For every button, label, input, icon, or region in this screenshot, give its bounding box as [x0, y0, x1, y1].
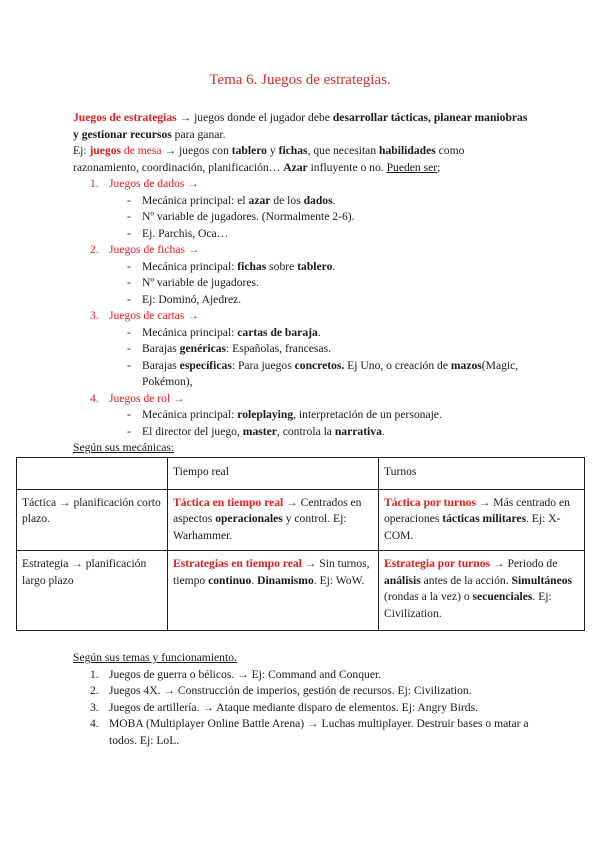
table-row — [17, 551, 585, 631]
detail-text: Ej. Parchis, Oca… — [142, 226, 229, 240]
cards-details — [73, 325, 533, 391]
detail-bold: roleplaying — [237, 408, 294, 421]
table-cell — [379, 551, 585, 631]
cell-text: . — [251, 573, 258, 587]
list-item-text: Juegos 4X. → Construcción de imperios, gestión de recursos. Ej: Civilization. — [109, 684, 472, 697]
detail-text: Barajas — [142, 358, 180, 372]
detail-text: Mecánica principal: el — [142, 193, 249, 207]
dash-bullet: - — [127, 226, 131, 240]
detail-bold: master — [242, 424, 277, 438]
dice-details — [73, 193, 533, 243]
detail-text: : Españolas, francesas. — [226, 342, 331, 355]
example-bold: tablero — [231, 144, 267, 157]
game-types-list — [73, 391, 533, 408]
cell-bold: operacionales — [215, 512, 283, 525]
cell-text: y control. Ej: Warhammer. — [173, 512, 347, 542]
cell-text: . Ej: Civilization. — [384, 590, 552, 620]
list-number: 3. — [90, 700, 99, 714]
table-row — [17, 489, 585, 551]
table-row — [17, 458, 585, 490]
intro-text-1: juegos donde el jugador debe — [194, 111, 333, 124]
intro-arrow: → — [176, 111, 195, 124]
detail-bold: narrativa — [334, 424, 382, 438]
list-item — [73, 341, 533, 358]
detail-text: , controla la — [276, 424, 335, 438]
dash-bullet: - — [127, 358, 131, 372]
mechanics-caption: Según sus mecánicas: — [73, 441, 175, 454]
intro-paragraph — [73, 110, 533, 143]
dash-bullet: - — [127, 424, 131, 438]
cell-text: → Más centrado en operaciones — [384, 495, 570, 525]
cell-red: Estrategias en tiempo real — [173, 557, 302, 570]
example-bold: fichas — [278, 144, 308, 157]
list-item-dice — [73, 176, 533, 193]
list-number: 1. — [90, 667, 99, 681]
detail-text: Nº variable de jugadores. — [142, 276, 259, 289]
cell-red: Táctica en tiempo real — [173, 495, 284, 509]
detail-bold: mazos — [450, 358, 482, 372]
detail-text: Ej Uno, o creación de — [344, 358, 451, 372]
detail-text: Mecánica principal: — [142, 325, 238, 339]
list-item — [73, 407, 533, 424]
detail-bold: concretos. — [294, 358, 345, 372]
tokens-details — [73, 259, 533, 309]
detail-bold: tablero — [297, 259, 333, 273]
detail-bold: azar — [248, 193, 271, 207]
detail-bold: dados — [303, 193, 333, 207]
detail-bold: genéricas — [179, 342, 227, 355]
intro-term: Juegos de estrategias — [73, 111, 177, 124]
detail-text: Barajas — [142, 342, 180, 355]
example-bold: habilidades — [379, 144, 436, 157]
detail-text: , interpretación de un personaje. — [293, 408, 442, 421]
cell-bold: secuenciales — [472, 590, 533, 603]
table-cell — [168, 551, 379, 631]
list-item — [73, 226, 533, 243]
example-red-juegos: juegos — [89, 144, 121, 157]
page-title: Tema 6. Juegos de estrategias. — [209, 72, 391, 88]
themes-list — [73, 667, 533, 750]
dash-bullet: - — [127, 325, 131, 339]
detail-bold: específicas — [179, 358, 232, 372]
detail-text: sobre — [266, 259, 298, 273]
list-item-cards — [73, 308, 533, 325]
dash-bullet: - — [127, 259, 131, 273]
type-label-dice: Juegos de dados → — [109, 177, 199, 190]
table-cell: Táctica → planificación corto plazo. — [17, 489, 168, 551]
list-number: 3. — [90, 309, 99, 322]
list-item — [73, 358, 533, 391]
dash-bullet: - — [127, 342, 131, 355]
example-red-mesa: de mesa — [121, 144, 162, 157]
table-header-cell: Turnos — [379, 458, 585, 490]
list-number: 4. — [90, 717, 99, 730]
example-text: ; — [437, 160, 441, 174]
list-item-text: Juegos de artillería. → Ataque mediante disparo de elementos. Ej: Angry Birds. — [109, 700, 478, 714]
cell-text: → Sin turnos, tiempo — [173, 557, 370, 587]
cell-text: (rondas a la vez) o — [384, 590, 473, 603]
list-item — [73, 292, 533, 309]
example-paragraph — [73, 143, 533, 176]
list-item — [73, 700, 533, 717]
cell-text: → Periodo de — [490, 557, 558, 570]
cell-text: → Centrados en aspectos — [173, 495, 362, 525]
list-item — [73, 193, 533, 210]
list-item — [73, 716, 533, 749]
list-item — [73, 275, 533, 292]
list-number: 1. — [90, 177, 99, 190]
example-text: → juegos con — [161, 144, 232, 157]
list-item — [73, 325, 533, 342]
cell-bold: tácticas militares — [442, 512, 527, 525]
roleplay-details — [73, 407, 533, 440]
example-text: como razonamiento, coordinación, planificación… — [73, 144, 465, 174]
detail-text: Ej: Dominó, Ajedrez. — [142, 292, 242, 306]
cell-red: Táctica por turnos — [384, 495, 476, 509]
detail-text: (Magic, Pokémon), — [142, 358, 519, 388]
detail-bold: fichas — [237, 259, 267, 273]
list-item-text: Juegos de guerra o bélicos. → Ej: Command and Conquer. — [109, 667, 382, 681]
table-header-cell — [17, 458, 168, 490]
dash-bullet: - — [127, 193, 131, 207]
detail-text: Nº variable de jugadores. (Normalmente 2-6). — [142, 210, 355, 223]
dash-bullet: - — [127, 408, 131, 421]
intro-bold: desarrollar tácticas, planear maniobras y gestionar recursos — [73, 111, 528, 141]
list-item — [73, 683, 533, 700]
list-item-text: MOBA (Multiplayer Online Battle Arena) → Luchas multiplayer. Destruir bases o matar a todos. Ej: LoL. — [109, 717, 529, 747]
list-item-roleplay — [73, 391, 533, 408]
themes-section — [73, 650, 533, 749]
detail-text: . — [381, 424, 385, 438]
cell-text: . Ej: X-COM. — [384, 512, 561, 542]
detail-text: . — [332, 259, 336, 273]
example-text: Ej: — [73, 144, 90, 157]
detail-text: . — [332, 193, 336, 207]
list-item-tokens — [73, 242, 533, 259]
detail-text: de los — [270, 193, 304, 207]
game-types-list — [73, 308, 533, 325]
list-item — [73, 667, 533, 684]
type-label-tokens: Juegos de fichas → — [109, 243, 200, 256]
game-types-list — [73, 242, 533, 259]
dash-bullet: - — [127, 210, 131, 223]
intro-text-2: para ganar. — [171, 127, 226, 141]
main-content — [73, 110, 533, 457]
example-underlined: Pueden ser — [386, 160, 438, 174]
table-cell: Estrategia → planificación largo plazo — [17, 551, 168, 631]
table-header-cell: Tiempo real — [168, 458, 379, 490]
mechanics-table — [16, 457, 585, 631]
cell-red: Estrategia por turnos — [384, 557, 491, 570]
example-text: , que necesitan — [307, 144, 380, 157]
list-number: 4. — [90, 391, 99, 405]
example-bold: Azar — [283, 160, 308, 174]
detail-bold: cartas de baraja — [237, 325, 318, 339]
table-cell — [379, 489, 585, 551]
detail-text: Mecánica principal: — [142, 408, 238, 421]
example-text: influyente o no. — [307, 160, 387, 174]
detail-text: Mecánica principal: — [142, 259, 238, 273]
list-number: 2. — [90, 684, 99, 697]
cell-text: . Ej: WoW. — [313, 573, 365, 587]
detail-text: . — [317, 325, 321, 339]
type-label-roleplay: Juegos de rol → — [109, 391, 185, 405]
detail-text: El director del juego, — [142, 424, 243, 438]
cell-bold: Simultáneos — [511, 573, 573, 587]
cell-bold: Dinamismo — [257, 573, 314, 587]
list-number: 2. — [90, 243, 99, 256]
dash-bullet: - — [127, 276, 131, 289]
dash-bullet: - — [127, 292, 131, 306]
example-text: y — [266, 144, 279, 157]
type-label-cards: Juegos de cartas → — [109, 309, 199, 322]
list-item — [73, 424, 533, 441]
game-types-list — [73, 176, 533, 193]
list-item — [73, 259, 533, 276]
cell-bold: análisis — [384, 573, 421, 587]
detail-text: : Para juegos — [231, 358, 295, 372]
cell-text: antes de la acción. — [420, 573, 512, 587]
list-item — [73, 209, 533, 226]
cell-bold: continuo — [208, 573, 252, 587]
table-cell — [168, 489, 379, 551]
themes-caption: Según sus temas y funcionamiento. — [73, 651, 237, 664]
